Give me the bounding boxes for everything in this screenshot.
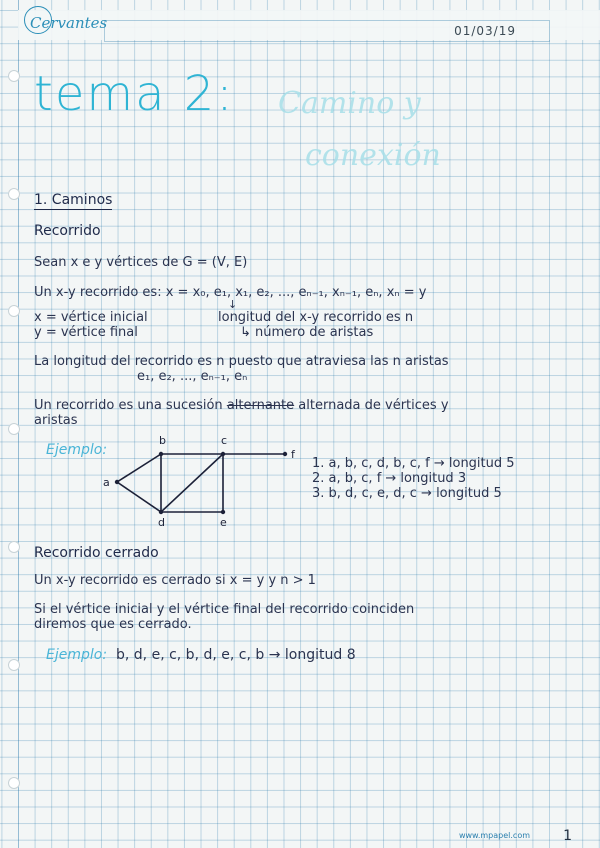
cerrado-example: b, d, e, c, b, d, e, c, b → longitud 8 [116,647,356,663]
graph-node-a [115,480,119,484]
graph-node-label-f: f [291,448,295,461]
cerrado-definition: Un x-y recorrido es cerrado si x = y y n > 1 [34,573,316,588]
page-date: 01/03/19 [454,24,516,38]
numero-aristas-note: ↳ número de aristas [240,325,374,340]
graph-node-label-c: c [221,434,228,447]
graph-node-f [283,452,287,456]
logo-ring-icon [24,6,52,34]
page-subtitle-line2: conexión [305,138,441,173]
graph-node-label-d: d [158,516,165,529]
punch-hole [8,188,20,200]
page-title: tema 2: [34,66,235,122]
cerrado-text-line-2: diremos que es cerrado. [34,617,192,632]
graph-node-label-a: a [103,476,110,489]
graph-edge-a-d [117,482,161,512]
sucesion-line-2: aristas [34,413,78,428]
example-item-3: 3. b, d, c, e, d, c → longitud 5 [312,486,502,501]
graph-node-label-e: e [220,516,227,529]
graph-node-e [221,510,225,514]
longitud-text-line-2: e₁, e₂, ..., eₙ₋₁, eₙ [137,369,248,384]
graph-node-label-b: b [159,434,166,447]
arrow-down-icon: ↓ [228,298,238,311]
sucesion-struck-word: alternante [226,398,295,413]
section-heading-text: 1. Caminos [34,192,113,208]
page-number: 1 [563,828,572,844]
sucesion-line [34,398,449,413]
punch-hole [8,541,20,553]
longitud-text-line-1: La longitud del recorrido es n puesto que atraviesa las n aristas [34,354,449,369]
subheading-recorrido-cerrado: Recorrido cerrado [34,545,159,561]
example-label-2: Ejemplo: [46,647,108,663]
graph-edge-a-b [117,454,161,482]
punch-hole [8,777,20,789]
punch-hole [8,659,20,671]
longitud-definition: longitud del x-y recorrido es n [218,310,414,325]
page-subtitle-line1: Camino y [278,86,421,121]
brand-logo [30,14,107,32]
graph-diagram [95,432,305,532]
cerrado-text-line-1: Si el vértice inicial y el vértice final del recorrido coinciden [34,602,415,617]
definition-line-1: Sean x e y vértices de G = (V, E) [34,255,248,270]
punch-hole [8,305,20,317]
sucesion-text-a: Un recorrido es una sucesión [34,398,223,413]
x-definition: x = vértice inicial [34,310,148,325]
punch-hole [8,423,20,435]
example-item-1: 1. a, b, c, d, b, c, f → longitud 5 [312,456,515,471]
graph-node-b [159,452,163,456]
sucesion-text-b: alternada de vértices y [298,398,449,413]
graph-edge-c-d [161,454,223,512]
graph-node-d [159,510,163,514]
punch-hole [8,70,20,82]
example-label-1: Ejemplo: [46,442,108,458]
y-definition: y = vértice final [34,325,138,340]
footer-url: www.mpapel.com [458,831,530,840]
logo-text: Cervantes [30,14,108,32]
subheading-recorrido: Recorrido [34,223,101,239]
section-heading-caminos [34,192,112,208]
graph-node-c [221,452,225,456]
definition-line-2: Un x-y recorrido es: x = x₀, e₁, x₁, e₂, ..., eₙ₋₁, xₙ₋₁, eₙ, xₙ = y [34,285,427,300]
example-item-2: 2. a, b, c, f → longitud 3 [312,471,467,486]
